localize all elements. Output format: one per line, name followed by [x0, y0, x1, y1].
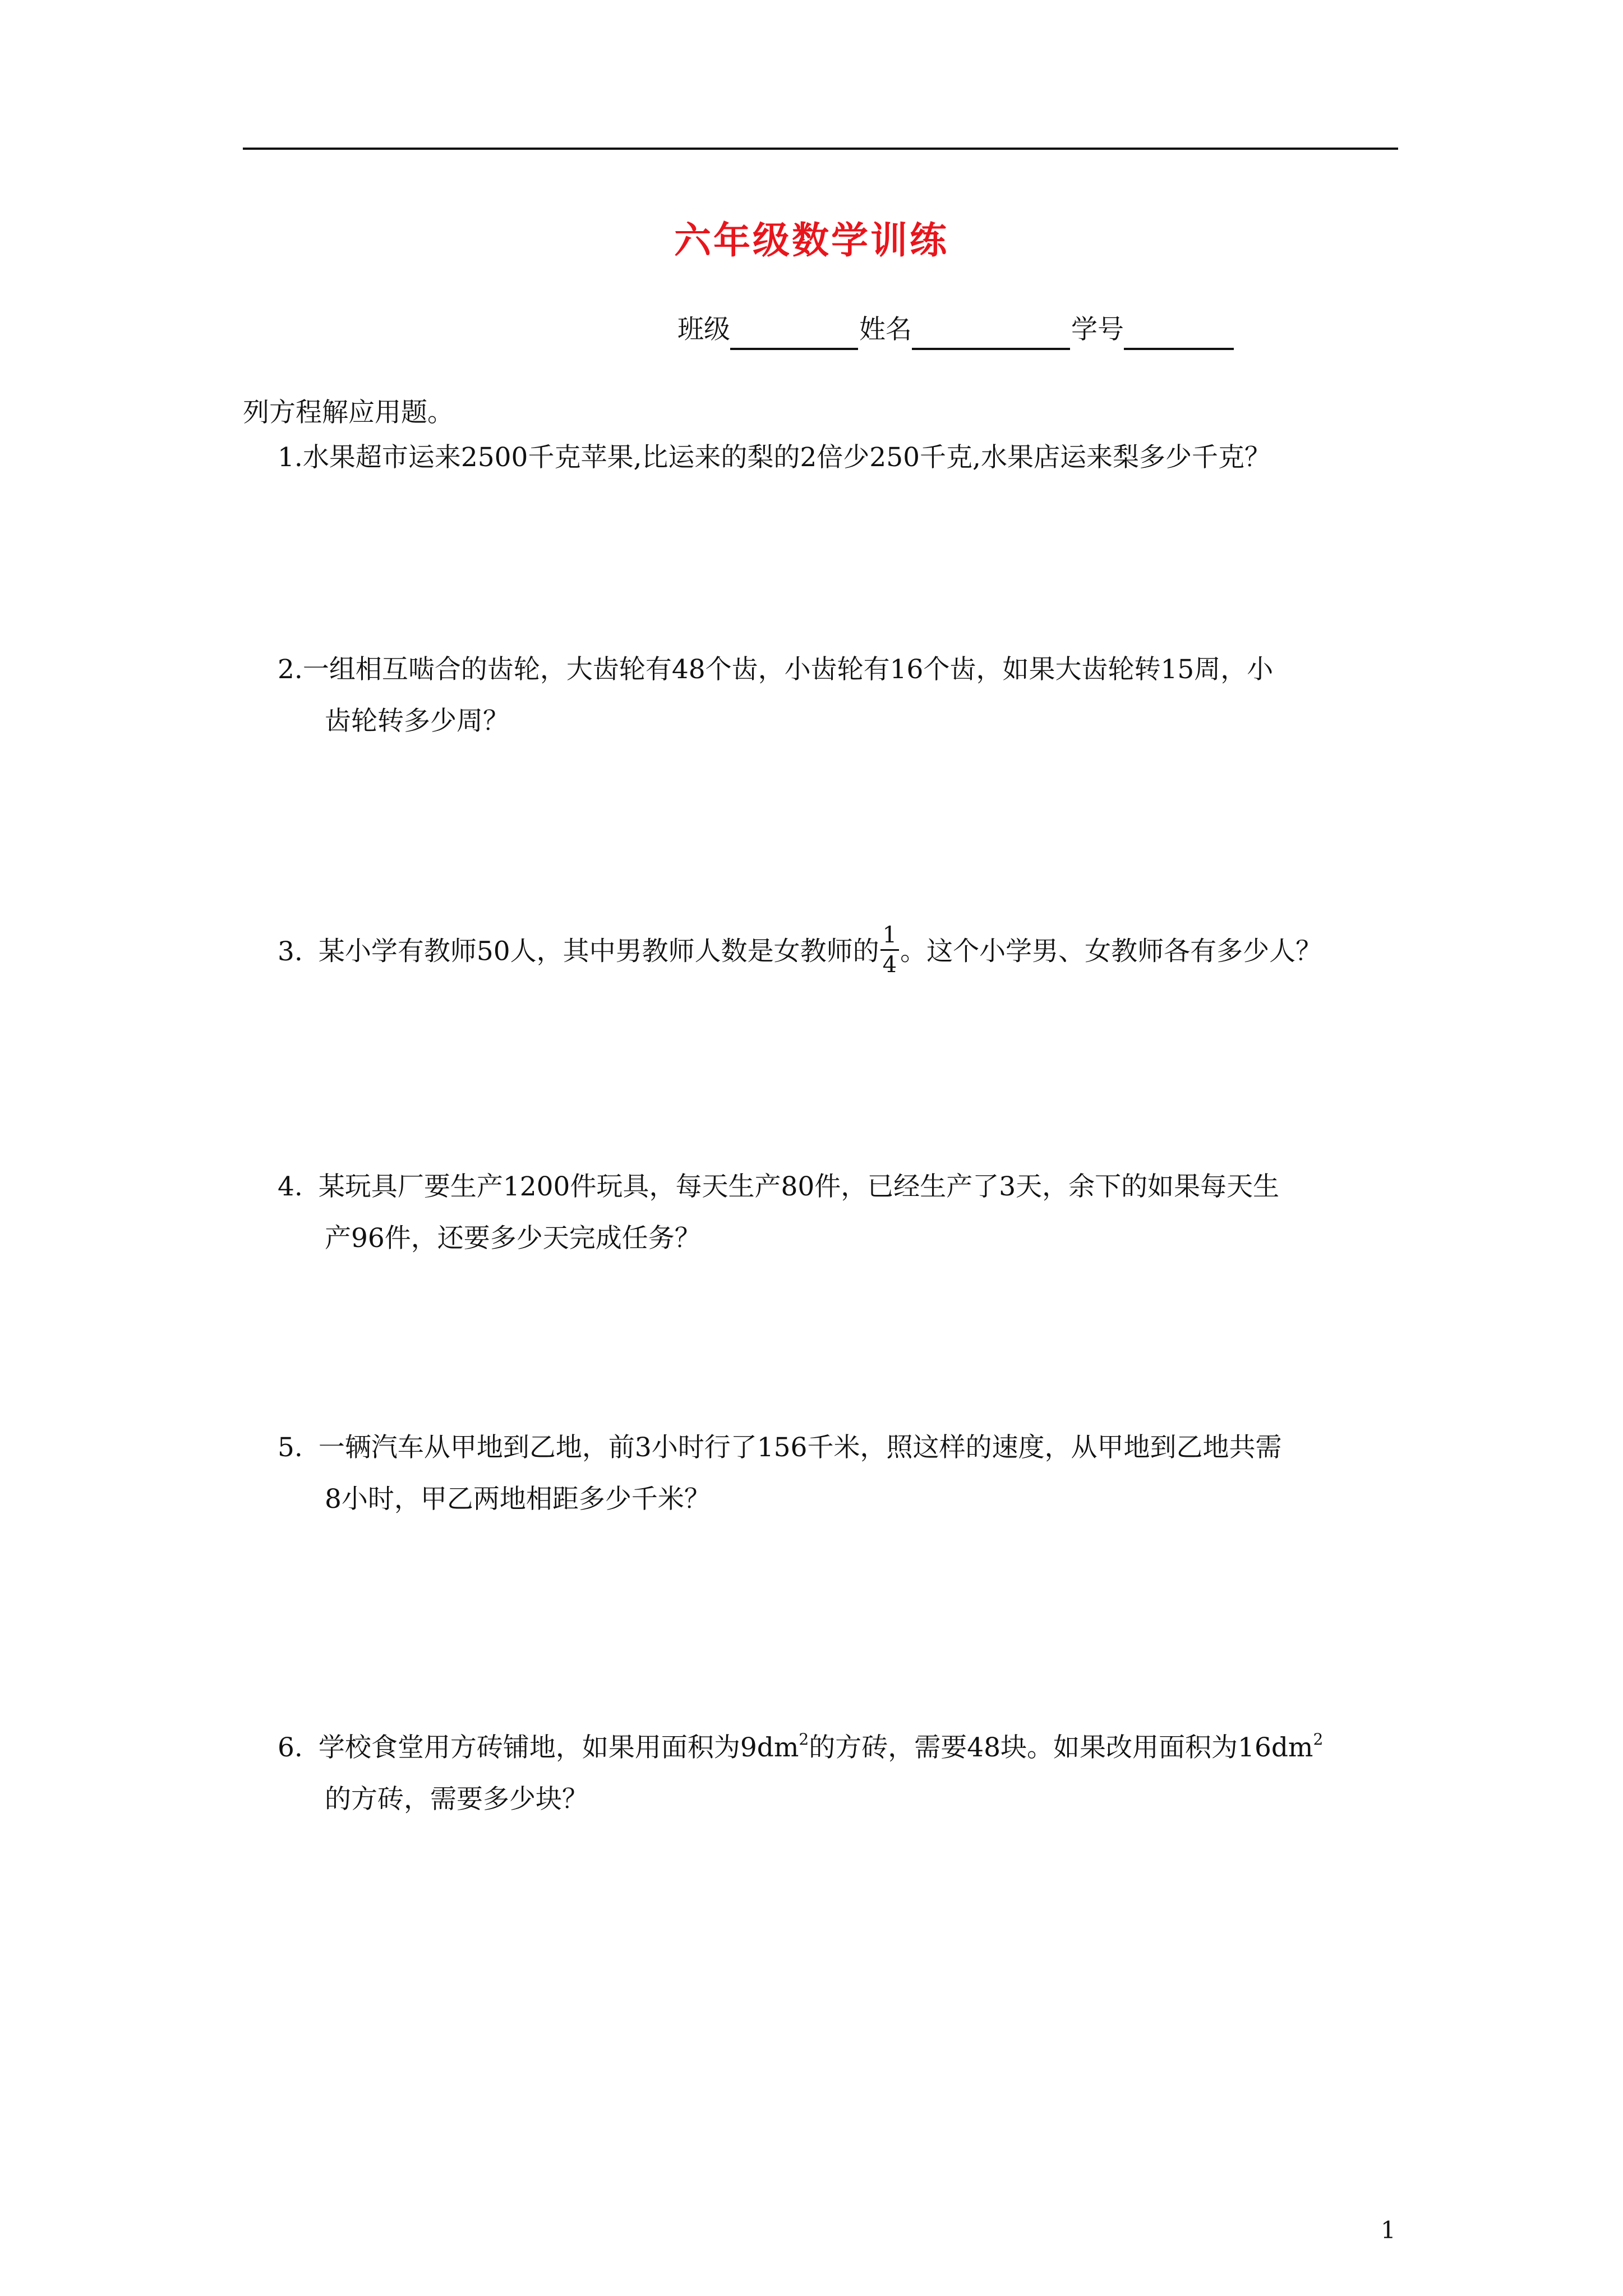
- question-number: 3.: [278, 936, 303, 967]
- question-3: [278, 924, 1399, 982]
- fraction: [880, 921, 899, 979]
- question-1: [278, 432, 1399, 484]
- page-title: 六年级数学训练: [674, 218, 949, 262]
- question-6: [278, 1722, 1399, 1825]
- id-blank[interactable]: [1124, 314, 1234, 350]
- question-text-part2: 的方砖，需要48块。如果改用面积为16dm: [809, 1732, 1313, 1763]
- question-number: 6.: [278, 1732, 303, 1763]
- question-number: 4.: [278, 1171, 303, 1202]
- question-text-line2: 8小时，甲乙两地相距多少千米？: [325, 1484, 711, 1515]
- header-rule: [243, 148, 1398, 150]
- name-label: 姓名: [859, 314, 912, 345]
- question-text-before: 某小学有教师50人，其中男教师人数是女教师的: [318, 936, 879, 967]
- section-title: 列方程解应用题。: [243, 397, 454, 428]
- superscript: 2: [799, 1730, 809, 1749]
- question-number: 5.: [278, 1432, 303, 1463]
- id-label: 学号: [1071, 314, 1124, 345]
- question-text-part1: 学校食堂用方砖铺地，如果用面积为9dm: [318, 1732, 799, 1763]
- question-text-after: 。这个小学男、女教师各有多少人？: [900, 936, 1322, 967]
- question-text-line2: 产96件，还要多少天完成任务？: [325, 1223, 701, 1254]
- question-text-line1: 一辆汽车从甲地到乙地，前3小时行了156千米，照这样的速度，从甲地到乙地共需: [318, 1432, 1282, 1463]
- question-text-line2: 的方砖，需要多少块？: [325, 1784, 588, 1815]
- superscript: 2: [1313, 1730, 1324, 1749]
- name-blank[interactable]: [912, 314, 1070, 350]
- question-text-line1: 一组相互啮合的齿轮，大齿轮有48个齿，小齿轮有16个齿，如果大齿轮转15周，小: [302, 654, 1274, 685]
- question-text-line1: 某玩具厂要生产1200件玩具，每天生产80件，已经生产了3天，余下的如果每天生: [318, 1171, 1280, 1202]
- question-text-line2: 齿轮转多少周？: [325, 706, 509, 737]
- student-info-line: [677, 307, 1235, 352]
- page-number: 1: [1381, 2216, 1396, 2244]
- question-number: 1.: [278, 442, 303, 473]
- class-label: 班级: [677, 314, 730, 345]
- question-text: 水果超市运来2500千克苹果,比运来的梨的2倍少250千克,水果店运来梨多少千克？: [302, 442, 1271, 473]
- class-blank[interactable]: [730, 314, 858, 350]
- question-4: [278, 1161, 1399, 1264]
- question-number: 2.: [278, 654, 303, 685]
- fraction-denominator: 4: [882, 952, 897, 978]
- question-5: [278, 1422, 1399, 1525]
- question-2: [278, 644, 1399, 747]
- fraction-numerator: 1: [880, 921, 899, 951]
